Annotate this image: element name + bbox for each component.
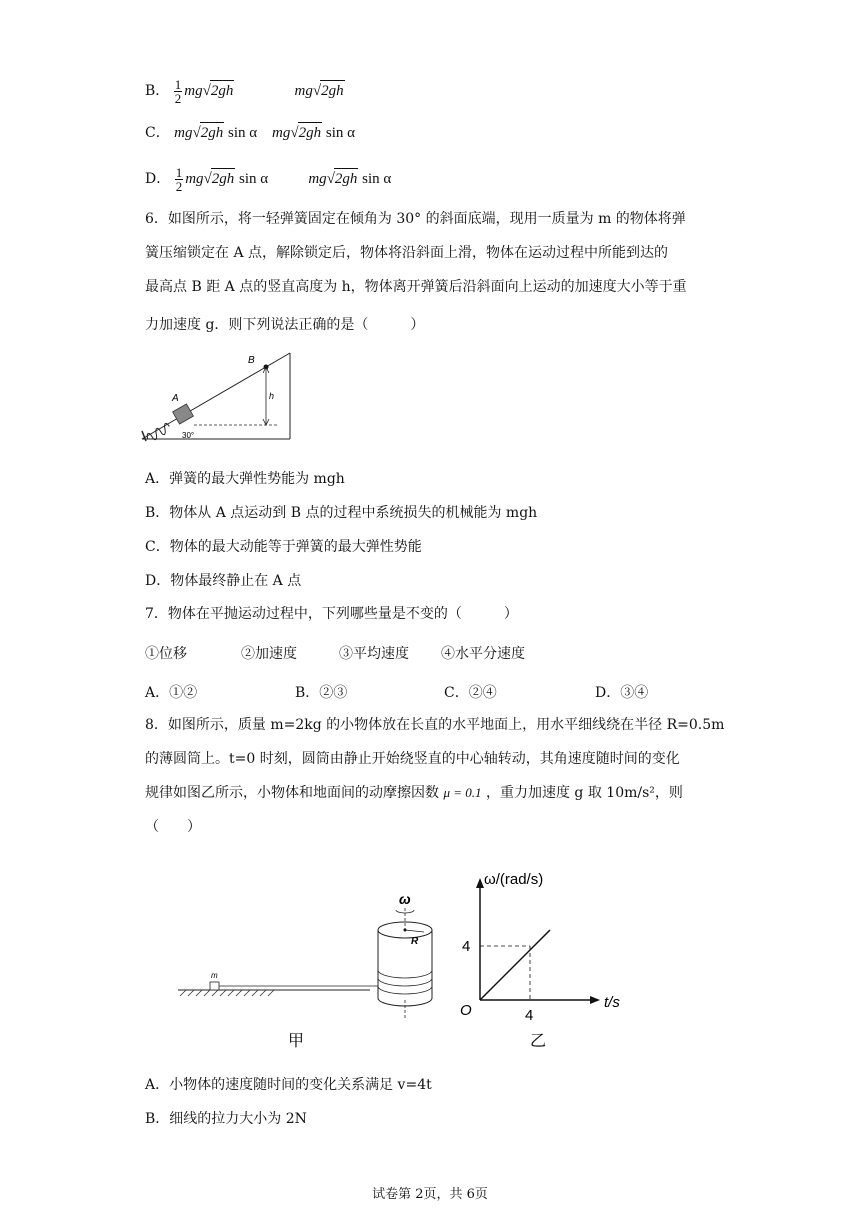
q6-line-1: 6．如图所示，将一轻弹簧固定在倾角为 30° 的斜面底端，现用一质量为 m 的物体将弹 <box>145 211 686 227</box>
q7-option-d: D．③④ <box>595 685 649 701</box>
q6-line-4: 力加速度 g．则下列说法正确的是（ ） <box>145 317 425 333</box>
incline-figure <box>138 345 298 445</box>
label-omega: ω <box>399 891 411 907</box>
q8-options <box>145 1075 715 1143</box>
q7-stem: 7．物体在平抛运动过程中，下列哪些量是不变的（ ） <box>145 606 518 622</box>
caption-yi: 乙 <box>530 1033 547 1050</box>
q8-option-a: A．小物体的速度随时间的变化关系满足 v=4t <box>145 1077 432 1093</box>
label-r: R <box>411 936 419 947</box>
q6-options <box>145 469 715 605</box>
figure-jia <box>170 860 450 1060</box>
q7-item-4: ④水平分速度 <box>441 646 525 662</box>
q8-line-3: 规律如图乙所示，小物体和地面间的动摩擦因数 μ = 0.1 ，重力加速度 g 取 10m/s²，则 <box>145 785 683 801</box>
label-angle: 30° <box>182 431 195 440</box>
q7-item-1: ①位移 <box>145 646 187 662</box>
q8-stem <box>145 715 735 851</box>
q7-option-b: B．②③ <box>295 685 348 701</box>
x-tick-4: 4 <box>525 1007 534 1024</box>
x-axis-label: t/s <box>604 994 620 1011</box>
q6-option-a: A．弹簧的最大弹性势能为 mgh <box>145 471 345 487</box>
y-tick-4: 4 <box>462 938 471 955</box>
q5-option-c: C． mg√2gh sin α mg√2gh sin α <box>145 122 355 143</box>
label-h: h <box>269 391 275 401</box>
q5-option-b: B． $\frac{1}{2}$ mg√2gh mg√2gh <box>145 77 344 106</box>
q5-option-d: D． $\frac{1}{2}$ mg√2gh sin α mg√2gh sin α <box>145 165 392 194</box>
q7-option-a: A．①② <box>145 685 198 701</box>
figure-yi <box>450 860 650 1060</box>
q8-line-1: 8．如图所示，质量 m=2kg 的小物体放在长直的水平地面上，用水平细线绕在半径 R=0.5m <box>145 717 725 733</box>
origin-label: O <box>460 1002 472 1019</box>
q8-line-4: （ ） <box>145 819 201 835</box>
q7-item-3: ③平均速度 <box>339 646 409 662</box>
omega-line <box>480 930 550 1000</box>
q8-line-2: 的薄圆筒上。t=0 时刻，圆筒由静止开始绕竖直的中心轴转动，其角速度随时间的变化 <box>145 751 680 767</box>
q6-option-b: B．物体从 A 点运动到 B 点的过程中系统损失的机械能为 mgh <box>145 505 538 521</box>
q7-option-c: C．②④ <box>444 685 497 701</box>
q6-line-3: 最高点 B 距 A 点的竖直高度为 h，物体离开弹簧后沿斜面向上运动的加速度大小等于重 <box>145 279 687 295</box>
q6-option-c: C．物体的最大动能等于弹簧的最大弹性势能 <box>145 539 422 555</box>
y-axis-label: ω/(rad/s) <box>484 871 544 888</box>
q7-item-2: ②加速度 <box>241 646 297 662</box>
label-b: B <box>248 355 255 366</box>
caption-jia: 甲 <box>288 1033 305 1050</box>
q6-stem <box>145 209 715 349</box>
page-footer: 试卷第 2页，共 6页 <box>372 1187 488 1202</box>
label-m: m <box>211 971 218 980</box>
q6-option-d: D．物体最终静止在 A 点 <box>145 573 302 589</box>
label-a: A <box>172 393 179 404</box>
q8-option-b: B．细线的拉力大小为 2N <box>145 1111 307 1127</box>
q6-line-2: 簧压缩锁定在 A 点，解除锁定后，物体将沿斜面上滑，物体在运动过程中所能到达的 <box>145 245 669 261</box>
